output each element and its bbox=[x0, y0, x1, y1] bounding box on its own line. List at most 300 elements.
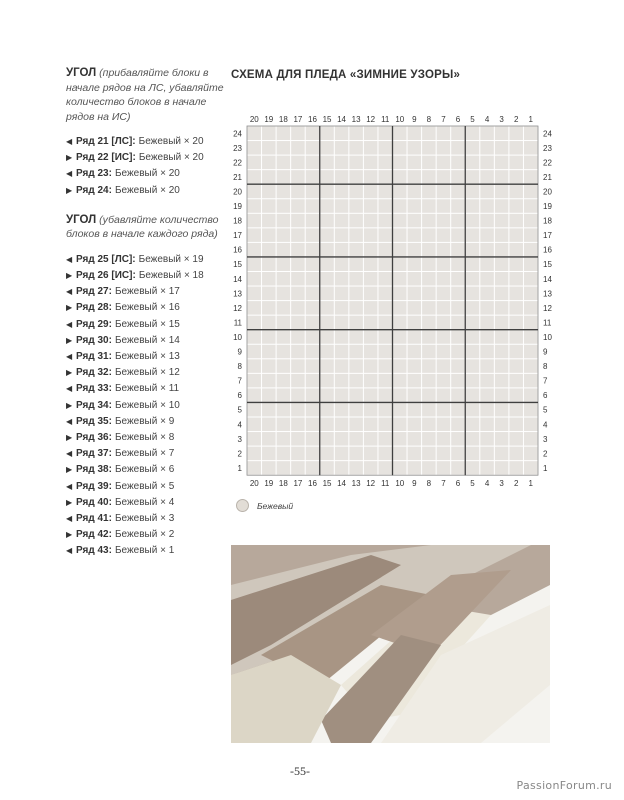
chart-cell bbox=[509, 272, 523, 286]
row-description: Бежевый × 2 bbox=[114, 529, 175, 541]
row-description: Бежевый × 20 bbox=[114, 184, 180, 196]
chart-cell bbox=[422, 388, 436, 402]
row-label-right: 11 bbox=[543, 318, 552, 328]
chart-cell bbox=[422, 156, 436, 170]
row-label-right: 1 bbox=[543, 463, 548, 473]
chart-cell bbox=[306, 287, 320, 301]
row-label-right: 23 bbox=[543, 143, 552, 153]
row-description: Бежевый × 20 bbox=[114, 168, 180, 180]
chart-cell bbox=[480, 185, 494, 199]
chart-cell bbox=[335, 316, 349, 330]
chart-cell bbox=[349, 388, 363, 402]
chart-cell bbox=[277, 345, 291, 359]
chart-cell bbox=[349, 257, 363, 271]
chart-cell bbox=[495, 461, 509, 475]
chart-cell bbox=[422, 461, 436, 475]
chart-cell bbox=[349, 316, 363, 330]
legend-swatch-icon bbox=[236, 499, 249, 512]
chart-cell bbox=[364, 316, 378, 330]
chart-cell bbox=[480, 461, 494, 475]
row-label-left: 21 bbox=[233, 172, 242, 182]
chart-cell bbox=[306, 403, 320, 417]
chart-cell bbox=[277, 461, 291, 475]
chart-cell bbox=[509, 199, 523, 213]
chart-cell bbox=[378, 257, 392, 271]
chart-cell bbox=[495, 330, 509, 344]
chart-cell bbox=[291, 257, 305, 271]
chart-cell bbox=[306, 359, 320, 373]
chart-cell bbox=[248, 403, 262, 417]
chart-cell bbox=[378, 170, 392, 184]
chart-cell bbox=[277, 214, 291, 228]
chart-cell bbox=[480, 243, 494, 257]
row-label-right: 5 bbox=[543, 405, 548, 415]
row-label-right: 20 bbox=[543, 187, 552, 197]
chart-cell bbox=[422, 127, 436, 141]
chart-cell bbox=[524, 432, 538, 446]
chart-cell bbox=[408, 257, 422, 271]
chart-cell bbox=[495, 257, 509, 271]
chart-cell bbox=[248, 447, 262, 461]
chart-cell bbox=[364, 228, 378, 242]
chart-cell bbox=[422, 418, 436, 432]
chart-cell bbox=[408, 199, 422, 213]
chart-cell bbox=[364, 432, 378, 446]
chart-cell bbox=[422, 214, 436, 228]
chart-cell bbox=[320, 170, 334, 184]
chart-cell bbox=[378, 461, 392, 475]
column-label-top: 19 bbox=[264, 115, 274, 124]
chart-cell bbox=[378, 345, 392, 359]
column-label-bottom: 7 bbox=[441, 479, 446, 489]
chart-cell bbox=[393, 185, 407, 199]
column-label-top: 13 bbox=[351, 115, 361, 124]
chart-cell bbox=[509, 301, 523, 315]
chart-cell bbox=[306, 170, 320, 184]
chart-cell bbox=[349, 345, 363, 359]
column-label-bottom: 5 bbox=[470, 479, 475, 489]
chart-cell bbox=[451, 272, 465, 286]
chart-cell bbox=[335, 403, 349, 417]
chart-cell bbox=[480, 272, 494, 286]
chart-cell bbox=[524, 287, 538, 301]
chart-cell bbox=[466, 330, 480, 344]
chart-cell bbox=[378, 156, 392, 170]
column-label-bottom: 20 bbox=[249, 479, 259, 489]
chart-cell bbox=[422, 447, 436, 461]
chart-cell bbox=[437, 374, 451, 388]
chart-cell bbox=[451, 185, 465, 199]
chart-cell bbox=[408, 403, 422, 417]
row-label-left: 3 bbox=[237, 434, 242, 444]
chart-cell bbox=[422, 287, 436, 301]
chart-cell bbox=[378, 199, 392, 213]
chart-cell bbox=[306, 257, 320, 271]
chart-cell bbox=[480, 170, 494, 184]
chart-cell bbox=[451, 388, 465, 402]
chart-cell bbox=[437, 359, 451, 373]
arrow-left-icon: ◀ bbox=[66, 449, 73, 459]
column-label-bottom: 13 bbox=[351, 479, 361, 489]
chart-cell bbox=[306, 199, 320, 213]
chart-cell bbox=[364, 243, 378, 257]
chart-cell bbox=[378, 185, 392, 199]
chart-cell bbox=[466, 170, 480, 184]
chart-cell bbox=[437, 156, 451, 170]
blanket-photo bbox=[231, 545, 550, 743]
chart-cell bbox=[524, 185, 538, 199]
chart-cell bbox=[335, 418, 349, 432]
chart-cell bbox=[422, 432, 436, 446]
chart-cell bbox=[451, 316, 465, 330]
chart-cell bbox=[509, 141, 523, 155]
arrow-right-icon: ▶ bbox=[66, 497, 73, 507]
column-label-top: 20 bbox=[249, 115, 259, 124]
chart-cell bbox=[277, 359, 291, 373]
chart-cell bbox=[364, 257, 378, 271]
chart-cell bbox=[495, 243, 509, 257]
chart-cell bbox=[349, 228, 363, 242]
chart-cell bbox=[335, 345, 349, 359]
chart-cell bbox=[349, 418, 363, 432]
chart-cell bbox=[248, 127, 262, 141]
chart-cell bbox=[466, 359, 480, 373]
row-label-right: 13 bbox=[543, 289, 552, 299]
chart-cell bbox=[480, 432, 494, 446]
row-label: Ряд 33: bbox=[76, 383, 112, 395]
chart-cell bbox=[277, 418, 291, 432]
chart-cell bbox=[378, 330, 392, 344]
row-description: Бежевый × 9 bbox=[114, 415, 175, 427]
chart-cell bbox=[349, 461, 363, 475]
row-label-left: 16 bbox=[233, 245, 242, 255]
chart-cell bbox=[509, 388, 523, 402]
chart-cell bbox=[262, 388, 276, 402]
row-description: Бежевый × 14 bbox=[114, 334, 180, 346]
column-label-top: 3 bbox=[499, 115, 504, 124]
chart-cell bbox=[335, 447, 349, 461]
chart-cell bbox=[480, 330, 494, 344]
chart-cell bbox=[393, 359, 407, 373]
column-label-bottom: 17 bbox=[293, 479, 303, 489]
chart-cell bbox=[277, 257, 291, 271]
chart-cell bbox=[248, 316, 262, 330]
chart-cell bbox=[422, 228, 436, 242]
chart-cell bbox=[320, 185, 334, 199]
row-label: Ряд 31: bbox=[76, 351, 112, 363]
chart-cell bbox=[495, 185, 509, 199]
arrow-right-icon: ▶ bbox=[66, 153, 73, 163]
chart-cell bbox=[524, 374, 538, 388]
chart-cell bbox=[393, 156, 407, 170]
chart-cell bbox=[262, 432, 276, 446]
row-description: Бежевый × 11 bbox=[114, 383, 180, 395]
row-label: Ряд 42: bbox=[76, 529, 112, 541]
chart-cell bbox=[320, 432, 334, 446]
chart-cell bbox=[408, 388, 422, 402]
chart-cell bbox=[408, 185, 422, 199]
row-description: Бежевый × 1 bbox=[114, 545, 175, 557]
chart-cell bbox=[422, 170, 436, 184]
chart-cell bbox=[277, 141, 291, 155]
row-description: Бежевый × 5 bbox=[114, 480, 175, 492]
chart-cell bbox=[306, 461, 320, 475]
chart-cell bbox=[509, 359, 523, 373]
chart-cell bbox=[262, 243, 276, 257]
chart-cell bbox=[335, 214, 349, 228]
chart-cell bbox=[451, 301, 465, 315]
chart-cell bbox=[320, 228, 334, 242]
chart-cell bbox=[291, 156, 305, 170]
row-description: Бежевый × 20 bbox=[138, 152, 204, 164]
chart-cell bbox=[509, 287, 523, 301]
chart-cell bbox=[306, 243, 320, 257]
chart-cell bbox=[480, 228, 494, 242]
chart-cell bbox=[335, 359, 349, 373]
chart-cell bbox=[262, 185, 276, 199]
chart-cell bbox=[451, 359, 465, 373]
row-label-left: 18 bbox=[233, 216, 242, 226]
chart-cell bbox=[408, 141, 422, 155]
chart-cell bbox=[248, 432, 262, 446]
chart-cell bbox=[262, 359, 276, 373]
row-label-right: 18 bbox=[543, 216, 552, 226]
chart-cell bbox=[291, 359, 305, 373]
chart-cell bbox=[320, 272, 334, 286]
chart-cell bbox=[378, 359, 392, 373]
column-label-bottom: 2 bbox=[513, 479, 519, 489]
chart-cell bbox=[291, 388, 305, 402]
chart-cell bbox=[291, 170, 305, 184]
chart-cell bbox=[509, 257, 523, 271]
chart-cell bbox=[422, 374, 436, 388]
chart-cell bbox=[466, 272, 480, 286]
chart-cell bbox=[262, 330, 276, 344]
chart-cell bbox=[408, 345, 422, 359]
chart-cell bbox=[306, 228, 320, 242]
chart-cell bbox=[451, 214, 465, 228]
row-label-left: 11 bbox=[233, 318, 242, 328]
chart-cell bbox=[320, 141, 334, 155]
chart-cell bbox=[422, 141, 436, 155]
chart-cell bbox=[437, 243, 451, 257]
chart-cell bbox=[466, 432, 480, 446]
chart-cell bbox=[364, 418, 378, 432]
row-label-right: 3 bbox=[543, 434, 548, 444]
chart-cell bbox=[422, 330, 436, 344]
column-label-top: 16 bbox=[308, 115, 317, 124]
chart-cell bbox=[291, 228, 305, 242]
row-label-left: 14 bbox=[233, 274, 242, 284]
chart-cell bbox=[248, 330, 262, 344]
chart-cell bbox=[437, 447, 451, 461]
chart-cell bbox=[480, 316, 494, 330]
arrow-left-icon: ◀ bbox=[66, 481, 73, 491]
chart-cell bbox=[437, 432, 451, 446]
chart-cell bbox=[480, 374, 494, 388]
chart-cell bbox=[509, 127, 523, 141]
chart-cell bbox=[320, 301, 334, 315]
chart-cell bbox=[509, 447, 523, 461]
chart-cell bbox=[466, 447, 480, 461]
chart-cell bbox=[306, 127, 320, 141]
chart-cell bbox=[509, 345, 523, 359]
chart-cell bbox=[364, 359, 378, 373]
chart-cell bbox=[480, 345, 494, 359]
row-label-right: 15 bbox=[543, 260, 552, 270]
row-label: Ряд 23: bbox=[76, 168, 112, 180]
row-label-right: 6 bbox=[543, 391, 548, 401]
chart-cell bbox=[277, 199, 291, 213]
chart-cell bbox=[335, 432, 349, 446]
chart-cell bbox=[378, 432, 392, 446]
section-note: (прибавляйте блоки в начале рядов на ЛС, убавляйте количество блоков в начале рядов на ИС) bbox=[66, 67, 224, 123]
chart-cell bbox=[364, 272, 378, 286]
row-description: Бежевый × 13 bbox=[114, 351, 180, 363]
column-label-top: 6 bbox=[455, 115, 461, 124]
chart-cell bbox=[378, 316, 392, 330]
chart-cell bbox=[466, 316, 480, 330]
chart-cell bbox=[422, 272, 436, 286]
chart-cell bbox=[495, 127, 509, 141]
chart-cell bbox=[277, 403, 291, 417]
chart-cell bbox=[320, 243, 334, 257]
row-label-right: 16 bbox=[543, 245, 552, 255]
column-label-bottom: 16 bbox=[308, 479, 317, 489]
row-label-left: 5 bbox=[237, 405, 242, 415]
chart-cell bbox=[378, 388, 392, 402]
chart-cell bbox=[277, 432, 291, 446]
chart-cell bbox=[524, 214, 538, 228]
chart-cell bbox=[248, 272, 262, 286]
chart-cell bbox=[437, 301, 451, 315]
column-label-top: 10 bbox=[395, 115, 405, 124]
row-label-left: 22 bbox=[233, 158, 242, 168]
arrow-right-icon: ▶ bbox=[66, 271, 73, 281]
chart-cell bbox=[320, 359, 334, 373]
chart-cell bbox=[437, 272, 451, 286]
chart-cell bbox=[291, 185, 305, 199]
chart-cell bbox=[437, 127, 451, 141]
chart-cell bbox=[509, 243, 523, 257]
watermark: PassionForum.ru bbox=[516, 779, 612, 792]
chart-cell bbox=[437, 199, 451, 213]
row-label: Ряд 32: bbox=[76, 367, 112, 379]
chart-cell bbox=[378, 214, 392, 228]
row-label-left: 10 bbox=[233, 332, 242, 342]
row-label-left: 8 bbox=[237, 362, 242, 372]
row-description: Бежевый × 6 bbox=[114, 464, 175, 476]
chart-cell bbox=[495, 432, 509, 446]
row-label-right: 10 bbox=[543, 332, 552, 342]
row-label-left: 24 bbox=[233, 129, 242, 139]
chart-cell bbox=[524, 418, 538, 432]
chart-cell bbox=[437, 141, 451, 155]
chart-cell bbox=[364, 345, 378, 359]
chart-cell bbox=[349, 127, 363, 141]
section-heading: УГОЛ bbox=[66, 213, 97, 226]
chart-cell bbox=[335, 170, 349, 184]
chart-cell bbox=[408, 418, 422, 432]
row-label: Ряд 30: bbox=[76, 334, 112, 346]
chart-cell bbox=[378, 403, 392, 417]
chart-cell bbox=[378, 243, 392, 257]
chart-cell bbox=[320, 345, 334, 359]
chart-cell bbox=[480, 301, 494, 315]
chart-cell bbox=[320, 388, 334, 402]
chart-cell bbox=[349, 141, 363, 155]
row-description: Бежевый × 20 bbox=[138, 136, 204, 147]
row-label: Ряд 24: bbox=[76, 184, 112, 196]
chart-cell bbox=[248, 461, 262, 475]
chart-cell bbox=[466, 243, 480, 257]
row-label: Ряд 38: bbox=[76, 464, 112, 476]
column-label-bottom: 3 bbox=[499, 479, 504, 489]
row-label-left: 12 bbox=[233, 303, 242, 313]
chart-cell bbox=[408, 127, 422, 141]
arrow-left-icon: ◀ bbox=[66, 137, 73, 146]
chart-cell bbox=[364, 374, 378, 388]
chart-cell bbox=[495, 359, 509, 373]
row-label: Ряд 26 [ИС]: bbox=[76, 270, 136, 282]
arrow-right-icon: ▶ bbox=[66, 465, 73, 475]
column-label-top: 7 bbox=[441, 115, 446, 124]
chart-cell bbox=[437, 287, 451, 301]
chart-cell bbox=[509, 330, 523, 344]
chart-cell bbox=[262, 374, 276, 388]
row-label-right: 4 bbox=[543, 420, 548, 430]
chart-cell bbox=[335, 374, 349, 388]
chart-cell bbox=[291, 374, 305, 388]
chart-cell bbox=[480, 156, 494, 170]
chart-cell bbox=[335, 127, 349, 141]
chart-cell bbox=[378, 301, 392, 315]
chart-cell bbox=[437, 461, 451, 475]
column-label-bottom: 4 bbox=[484, 479, 490, 489]
arrow-right-icon: ▶ bbox=[66, 303, 73, 313]
chart-cell bbox=[524, 199, 538, 213]
chart-cell bbox=[378, 228, 392, 242]
chart-cell bbox=[262, 316, 276, 330]
chart-cell bbox=[306, 185, 320, 199]
chart-cell bbox=[248, 185, 262, 199]
chart-cell bbox=[291, 316, 305, 330]
chart-cell bbox=[291, 127, 305, 141]
arrow-right-icon: ▶ bbox=[66, 368, 73, 378]
chart-cell bbox=[393, 287, 407, 301]
chart-cell bbox=[277, 287, 291, 301]
row-label-left: 20 bbox=[233, 187, 242, 197]
chart-cell bbox=[277, 228, 291, 242]
chart-cell bbox=[408, 228, 422, 242]
chart-cell bbox=[291, 418, 305, 432]
chart-cell bbox=[524, 461, 538, 475]
chart-cell bbox=[349, 199, 363, 213]
chart-cell bbox=[495, 228, 509, 242]
row-description: Бежевый × 19 bbox=[138, 253, 204, 265]
row-label: Ряд 34: bbox=[76, 399, 112, 411]
chart-cell bbox=[524, 403, 538, 417]
chart-cell bbox=[466, 185, 480, 199]
chart-cell bbox=[408, 156, 422, 170]
chart-cell bbox=[262, 301, 276, 315]
chart-cell bbox=[495, 316, 509, 330]
chart-cell bbox=[349, 287, 363, 301]
chart-cell bbox=[451, 199, 465, 213]
chart-cell bbox=[248, 156, 262, 170]
chart-cell bbox=[393, 170, 407, 184]
chart-cell bbox=[393, 374, 407, 388]
